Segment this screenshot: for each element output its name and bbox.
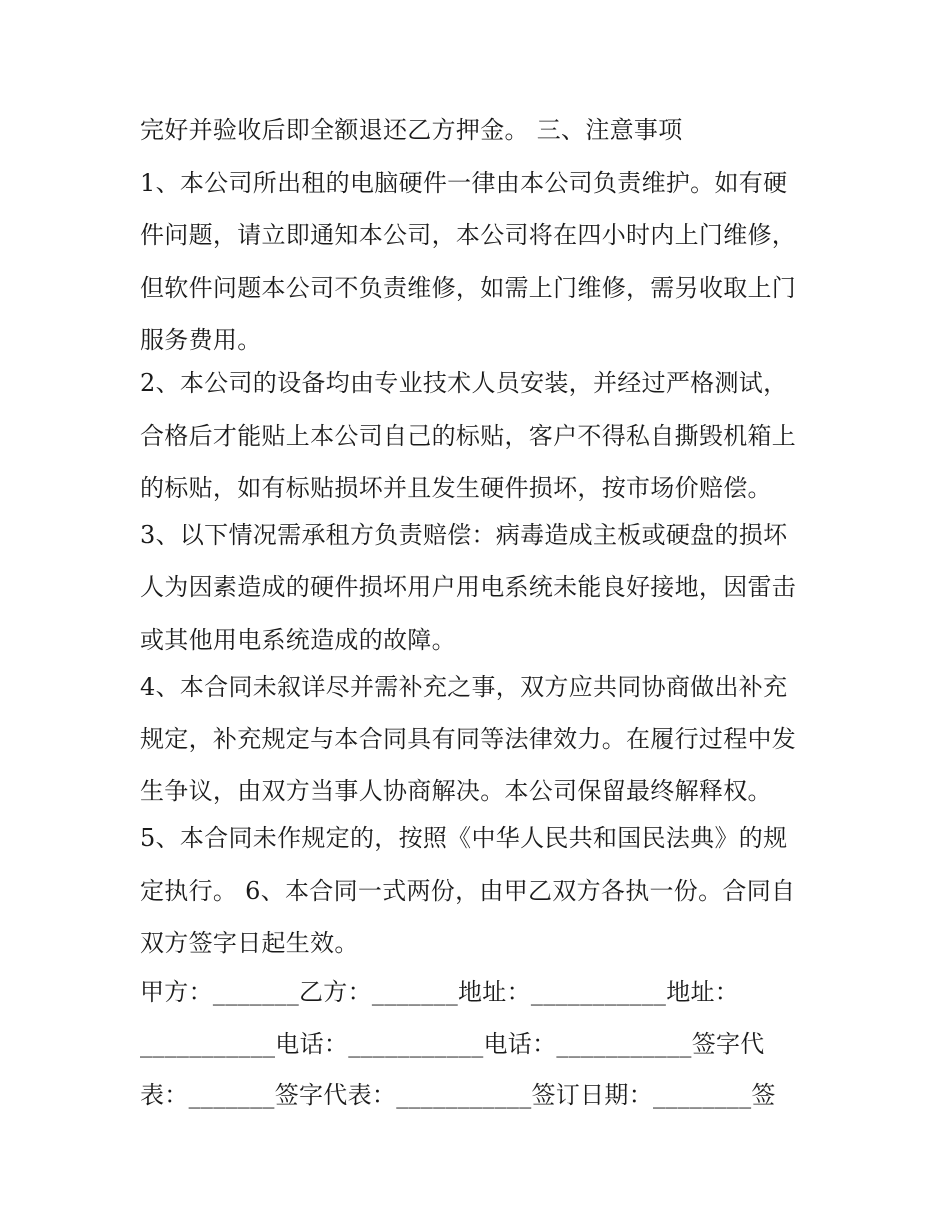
text-line: 完好并验收后即全额退还乙方押金。 三、注意事项	[140, 116, 683, 144]
text-line: 甲方：_______乙方：_______地址：___________地址：	[140, 978, 740, 1006]
text-line: 4、本合同未叙详尽并需补充之事，双方应共同协商做出补充	[140, 673, 788, 701]
text-line: 生争议，由双方当事人协商解决。本公司保留最终解释权。	[140, 777, 772, 805]
text-line: 3、以下情况需承租方负责赔偿：病毒造成主板或硬盘的损坏	[140, 521, 788, 549]
text-line: 的标贴，如有标贴损坏并且发生硬件损坏，按市场价赔偿。	[140, 474, 772, 502]
text-line: 定执行。 6、本合同一式两份，由甲乙双方各执一份。合同自	[140, 877, 796, 905]
text-line: 人为因素造成的硬件损坏用户用电系统未能良好接地，因雷击	[140, 573, 797, 601]
text-line: 双方签字日起生效。	[140, 929, 359, 957]
text-line: 件问题，请立即通知本公司，本公司将在四小时内上门维修，	[140, 221, 797, 249]
text-line: 规定，补充规定与本合同具有同等法律效力。在履行过程中发	[140, 725, 797, 753]
text-line: 5、本合同未作规定的，按照《中华人民共和国民法典》的规	[140, 824, 788, 852]
text-line: 但软件问题本公司不负责维修，如需上门维修，需另收取上门	[140, 274, 797, 302]
text-line: ___________电话：___________电话：___________签字代	[140, 1030, 765, 1058]
text-line: 合格后才能贴上本公司自己的标贴，客户不得私自撕毁机箱上	[140, 422, 797, 450]
text-line: 2、本公司的设备均由专业技术人员安装，并经过严格测试，	[140, 369, 788, 397]
text-line: 或其他用电系统造成的故障。	[140, 626, 456, 654]
text-line: 服务费用。	[140, 326, 262, 354]
text-line: 1、本公司所出租的电脑硬件一律由本公司负责维护。如有硬	[140, 169, 788, 197]
text-line: 表：_______签字代表：___________签订日期：________签	[140, 1081, 776, 1109]
